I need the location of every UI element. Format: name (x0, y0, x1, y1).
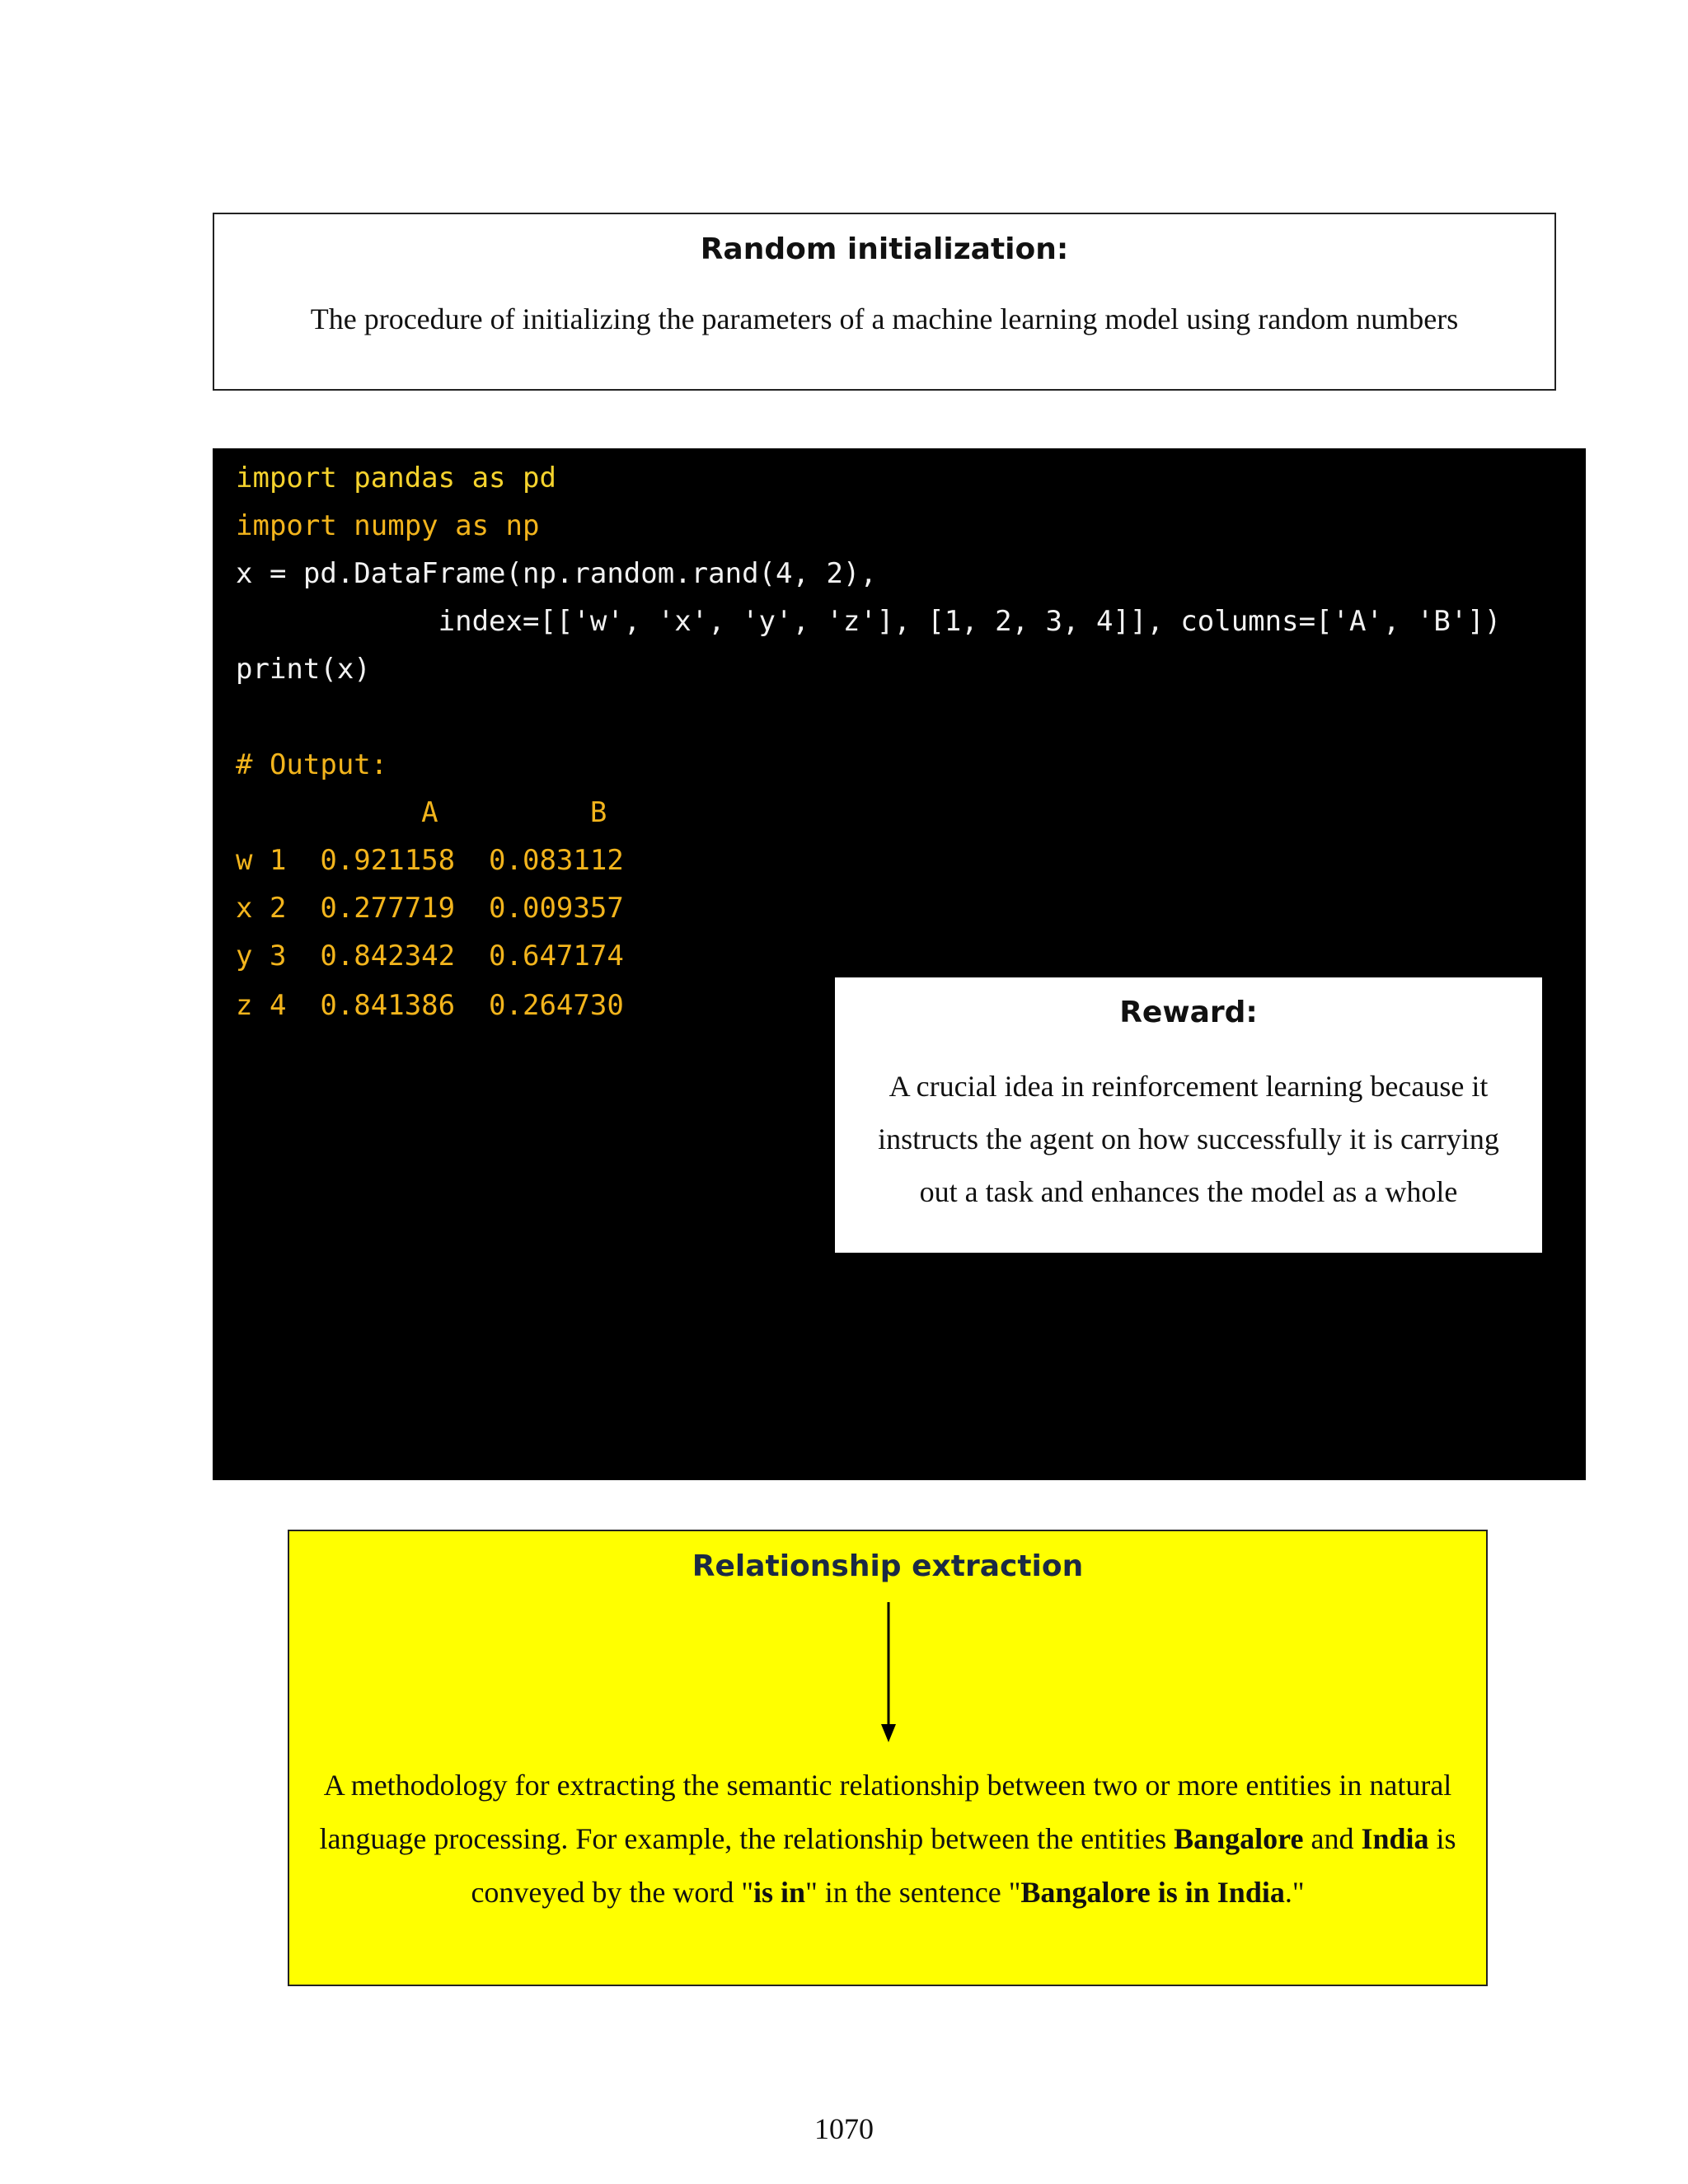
output-row: w 1 0.921158 0.083112 (236, 844, 624, 877)
output-row: x 2 0.277719 0.009357 (236, 892, 624, 925)
code-block (213, 448, 1586, 1480)
definition-text: A crucial idea in reinforcement learning because it instructs the agent on how successfully it is carrying out a task and enhances the model as a whole (878, 1070, 1499, 1208)
text-run: ." (1284, 1876, 1305, 1909)
definition-title: Relationship extraction (692, 1549, 1084, 1583)
text-run: and (1303, 1822, 1362, 1855)
entity-bangalore: Bangalore (1174, 1822, 1304, 1855)
output-header: A B (236, 796, 607, 829)
output-row: z 4 0.841386 0.264730 (236, 989, 624, 1022)
definition-text (306, 1759, 1470, 1919)
page-number: 1070 (814, 2112, 874, 2145)
code-line-index: index=[['w', 'x', 'y', 'z'], [1, 2, 3, 4]], columns=['A', 'B']) (236, 605, 1502, 638)
code-line-print: print(x) (236, 653, 371, 686)
down-arrow-icon (879, 1602, 898, 1742)
definition-title: Random initialization: (700, 232, 1069, 266)
text-run: is conveyed by the word " (471, 1822, 1456, 1909)
text-run: A methodology for extracting the semantic relationship between two or more entities in natural language processing. For example, the relationship between the entities (319, 1769, 1452, 1855)
definition-box-reward (835, 977, 1542, 1253)
definition-box-relationship-extraction (288, 1530, 1488, 1986)
definition-text: The procedure of initializing the parameters of a machine learning model using random numbers (310, 302, 1459, 335)
entity-india: India (1361, 1822, 1429, 1855)
text-run: " in the sentence " (805, 1876, 1021, 1909)
definition-box-random-initialization (213, 213, 1556, 391)
code-line-import-pandas: import pandas as pd (236, 462, 556, 494)
example-sentence: Bangalore is in India (1020, 1876, 1285, 1909)
code-line-output-comment: # Output: (236, 748, 388, 781)
code-line-dataframe: x = pd.DataFrame(np.random.rand(4, 2), (236, 557, 877, 590)
relation-word: is in (753, 1876, 806, 1909)
code-line-import-numpy: import numpy as np (236, 509, 540, 542)
output-row: y 3 0.842342 0.647174 (236, 940, 624, 972)
definition-title: Reward: (1119, 996, 1258, 1029)
